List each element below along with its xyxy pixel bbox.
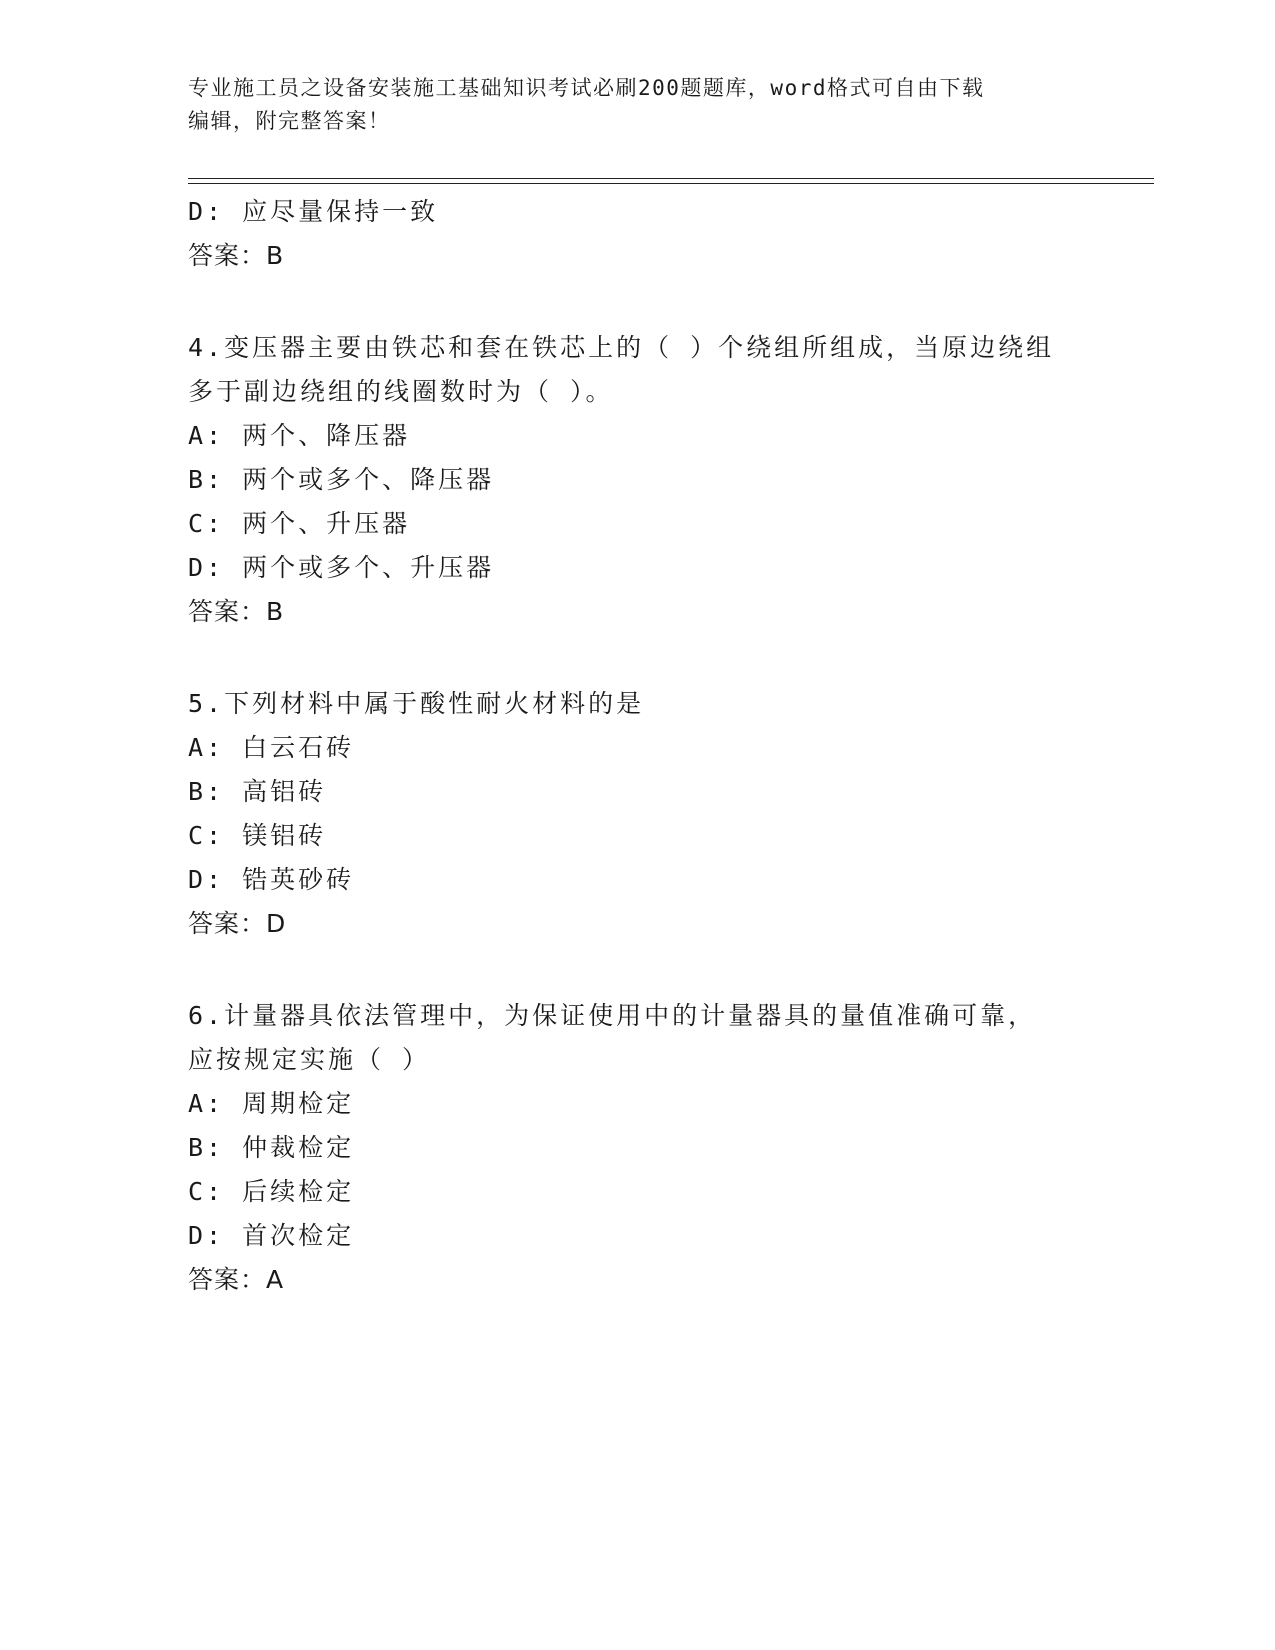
question-6-option-d: D: 首次检定 [188,1221,355,1250]
question-4-stem-line-1: 4.变压器主要由铁芯和套在铁芯上的（ ）个绕组所组成，当原边绕组 [188,333,1055,362]
question-6-answer: 答案：A [188,1265,285,1294]
question-4-option-d: D: 两个或多个、升压器 [188,553,495,582]
question-5-option-b: B: 高铝砖 [188,777,327,806]
question-6-stem-line-1: 6.计量器具依法管理中，为保证使用中的计量器具的量值准确可靠， [188,1001,1037,1030]
prev-answer: 答案：B [188,241,285,270]
question-6-option-a: A: 周期检定 [188,1089,355,1118]
question-6-option-c: C: 后续检定 [188,1177,355,1206]
prev-option-d: D: 应尽量保持一致 [188,197,439,226]
question-6-option-b: B: 仲裁检定 [188,1133,355,1162]
question-5-stem-line-1: 5.下列材料中属于酸性耐火材料的是 [188,689,645,718]
question-4-answer: 答案：B [188,597,285,626]
question-4-option-c: C: 两个、升压器 [188,509,411,538]
document-header [188,72,1088,138]
question-4-stem-line-2: 多于副边绕组的线圈数时为（ ）。 [188,377,614,406]
question-5-option-c: C: 镁铝砖 [188,821,327,850]
question-5-answer: 答案：D [188,909,287,938]
question-6-stem-line-2: 应按规定实施（ ） [188,1045,431,1074]
question-5-option-d: D: 锆英砂砖 [188,865,355,894]
question-4-option-a: A: 两个、降压器 [188,421,411,450]
header-line-2: 编辑，附完整答案！ [188,109,391,133]
question-4-option-b: B: 两个或多个、降压器 [188,465,495,494]
header-line-1: 专业施工员之设备安装施工基础知识考试必刷200题题库，word格式可自由下载 [188,76,985,100]
question-5-option-a: A: 白云石砖 [188,733,355,762]
header-divider [188,178,1154,184]
